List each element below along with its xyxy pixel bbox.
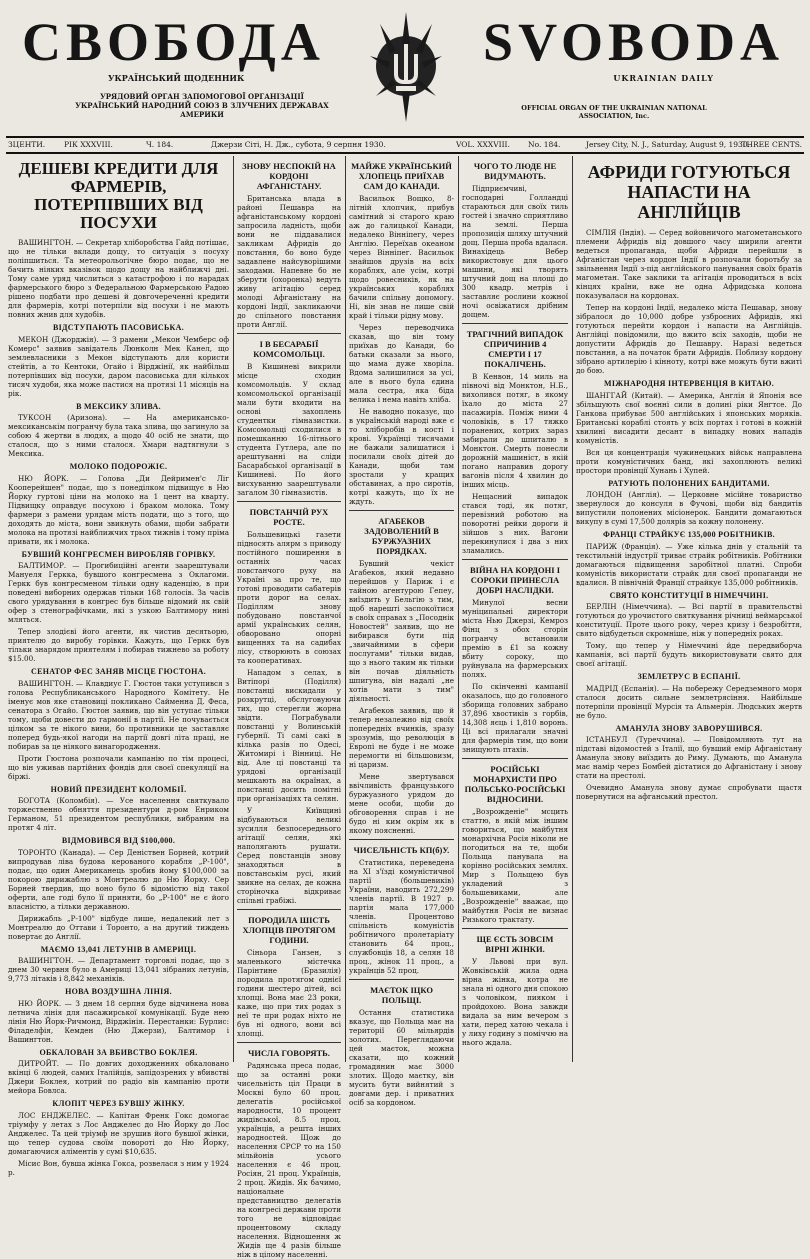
headline-farmer-credits: ДЕШЕВІ КРЕДИТИ ДЛЯ ФАРМЕРІВ, ПОТЕРПІВШИХ ВІД ПОСУХИ	[18, 159, 219, 232]
article-paragraph: Бувший чекіст Агабеков, який недавно перейшов у Париж і є тайною агентурою Гепеу, виїздить у Бельгію з тим, щоб нарешті заспокоїтися в своїх справах з „Посоднік Новостей" заявив, що не вибирався бути під „звичайними в сфери послугами" тільки видав, що з нього таким як тільки він почав діяльність шпигуна, він надалі „не хотів мати з тим" діяльності.	[349, 559, 454, 703]
article-subheading: МІЖНАРОДНЯ ІНТЕРВЕНЦІЯ В КИТАЮ.	[603, 379, 775, 388]
article-heading: І В БЕСАРАБІЇ КОМСОМОЛЬЦІ.	[253, 339, 325, 359]
article-paragraph: ШАНГГАЙ (Китай). — Америка, Англія й Японія все збільшують свої воєнні сили в долині ріки Янгтсе. До Ганкова прибуває 500 англійських і японських моряків. Британські кораблі стоять у всіх портах і готові в кожній хвилині висадити десант в випадку нових нападів комуністів.	[576, 390, 802, 445]
article-paragraph: БОГОТА (Коломбія). — Усе населення святкувало торжественно обняття президентури д-ром Енриком Германом, 51 президентом республики, вибраним на протяг 4 літ.	[8, 796, 229, 832]
masthead	[0, 0, 810, 132]
column-2	[237, 156, 341, 1259]
article-paragraph: Нападом з селах, в Витіпорі (Поділля) повстанці вискидали у розкрутці, обслуговуючи тих, що стерегли жорна звідти. Пограбували повстанці у Волинській губернії. Ті самі сакі в кілька разів по Одесі, Житомирі і Вінниці. Не від. Але ці повстанці та урядові організації мешкають на окраїнах, а повстанці досить помітні при організаціях та селян.	[237, 668, 341, 803]
article-paragraph: Тепер на кордоні Індії, недалеко міста Пешавар, знову зібралося до 10,000 добре узброєних Афридів, які готуються перейти кордон і напасти на Англійців. Англійці повідомили, що вжито всіх заходів, щоби не допустити Афридів до Пешавру. Наразі ведеться повстання, а на початок брати Афридів. Поблизу кордону зібрано артилерію і кінноту, котрі вже можуть бути вжиті до бою.	[576, 303, 802, 375]
volume-english: VOL. XXXVIII.	[456, 140, 510, 149]
article-heading: ТРАГІЧНИЙ ВИПАДОК СПРИЧИНИВ 4 СМЕРТИ І 17 ПОКАЛІЧЕНЬ.	[466, 329, 564, 369]
official-organ-english: OFFICIAL ORGAN OF THE UKRAINIAN NATIONAL ASSOCIATION, Inc.	[521, 104, 707, 120]
article-paragraph: ТОРОНТО (Канада). — Сер Деніствен Борней, котрий випродував ліва будова керованого корабля „Р-100", подає, що один Американець зробив йому $100,000 за покорою дирижаблю з Монтреалю до Ню Йорку. Сер Борней твердив, що воно було б відомістю від такої оферти, але годі було її приняти, бо „Р-100" не є його власністю, а тільки державною.	[8, 847, 229, 911]
article-paragraph: „Возрожденіе" мсцить статтю, в якій між іншим говориться, що майбутня монархічна Росія ніколи не погодиться на те, щоби Польща панувала на корінно російських землях. Мир з Польщею був укладений з большевиками, але „Возрожденіе" вважає, що майбутня Росія не визнає Ризького трактату.	[462, 807, 568, 924]
article-paragraph: ІСТАНБУЛ (Туреччина). — Повідомляють тут на підставі відомостей з Італії, що бувший емір Афганістану Аманула знову виїздить до Риму. Думають, що Аманула має намір через Бомбей дістатися до Афганістану і знову стати на престолі.	[576, 735, 802, 780]
headline-afridis: АФРИДИ ГОТУЮТЬСЯ НАПАСТИ НА АНГЛІЙЦІВ	[587, 162, 791, 222]
article-paragraph: Тепер злодієві його агенти, як чистив десятьорю, приятелю до виробу горівки. Кажуть, що Геркк був тільки знарядом приятелям і побирав тижнево за роботу $15.00.	[8, 627, 229, 663]
article-paragraph: В Кишиневі викрили місце сходин комсомольців. У склад комсомольскої організації мали бути входити на основі захоплень студентки гімназистки. Комсомольці сходилися в помешканню 16-літнього студента Гутлера, але по арештуванні на сліди Басарабської організації в Кишиневі. По його висхуванню заарештували загалом 30 гімназистів.	[237, 362, 341, 497]
article-heading: МАЙЖЕ УКРАЇНСЬКИЙ ХЛОПЕЦЬ ПРИЇХАВ САМ ДО КАНАДИ.	[351, 161, 452, 191]
article-paragraph: У Львові при вул. Жовківській жила одна вірна жінка, котра не знала ні одного дня спокою з чоловіком, пияком і пройдохою. Вона завжди видала за ним вечером з хати, перед хатою чекала і у лиху годину з поміччю на нього ждала.	[462, 957, 569, 1047]
date-ukrainian: Джерзи Сіті, Н. Дж., субота, 9 серпня 1930.	[211, 140, 386, 149]
article-divider	[237, 1042, 341, 1043]
article-heading: ЧИСЕЛЬНІСТЬ КП(б)У.	[353, 845, 450, 855]
article-paragraph: ПАРИЖ (Франція). — Уже кілька днів у стальній та текстильній індустрії триває страйк робітників. Робітники домагаються підвищення заробітної платні. Спроби комуністів використати страйк для своєї пропаганди не вдалися. В північній Франції страйкує 135,000 робітників.	[576, 541, 802, 587]
article-paragraph: По скінченні кампанії оказалось, що до головного зборища головних забрано 37,896 хвостиків з горбів, 14,308 яєць і 1,810 воронь. Ці всі прилагали значні для фармерів тим, що вони знищують птахів.	[462, 682, 568, 754]
article-paragraph: МАДРІД (Еспанія). — На побережу Середземного моря сталося досить сильне землетрясіння. Найбільше потерпіли провінції Мурсія та Альмерія. Людських жертв не було.	[576, 683, 802, 720]
article-heading: ПОВСТАНЧІЙ РУХ РОСТЕ.	[249, 507, 329, 527]
article-divider	[237, 501, 341, 502]
article-heading: ЧИСЛА ГОВОРЯТЬ.	[248, 1048, 330, 1058]
subtitle-ukrainian: УКРАЇНСЬКИЙ ЩОДЕННИК	[108, 73, 245, 83]
article-heading: РОСІЙСЬКІ МОНАРХИСТИ ПРО ПОЛЬСЬКО-РОСІЙСЬКІ ВІДНОСИНИ.	[464, 764, 566, 804]
article-heading: ЗНОВУ НЕСПОКІЙ НА КОРДОНІ АФГАНІСТАНУ.	[242, 161, 336, 191]
article-subheading: В МЕКСИКУ ЗЛИВА.	[76, 401, 161, 411]
article-heading: АГАБЕКОВ ЗАДОВОЛЕНИЙ В БУРЖУАЗНИХ ПОРЯДКАХ.	[364, 516, 439, 556]
article-subheading: ОБКАЛОВАН ЗА ВБИВСТВО БОКЛЕЯ.	[39, 1047, 198, 1057]
article-subheading: НОВИЙ ПРЕЗИДЕНТ КОЛОМБІЇ.	[50, 784, 187, 794]
article-paragraph: НЮ ЙОРК. — Голова „Ди Дейримен'с Ліг Кооперейшен" подає, що з понеділком підвищує в Ню Йорку гуртові ціни на молоко на 1 цент на кварту. Підвищку оправдує посухою і браком молока. Тому фармери з рамени урядам мість подати, що з того, що доходять до міста, вони звикнуть обами, щоби забрати молока на протязі найближчих трьох тижнів і тому пріма привати, як і молока.	[8, 473, 229, 546]
article-paragraph: Мене звертувався ввічливість французького буржуазного урядом до мене особи, щоби до обговорення справ і не будо ні ким окрім як в якому поясненні.	[349, 772, 454, 835]
article-paragraph: Підприємчиві, господарні Голландці стараються для своїх тиль гостей і значно сприятливо на землі. Перша пропозиція шляху штучний дощ. Перша проба вдалася. Винахідець Вебер використовує для цього машини, які творять штучний дощ на площі до 300 квадр. метрів і заставляє рослини кожної ночі освіжатися дрібним дощем.	[462, 184, 568, 319]
article-paragraph: Тому, що тепер у Німеччині йде передвиборча кампанія, всі партії будуть використовувати свято для своєї агітації.	[576, 641, 802, 668]
article-paragraph: Вся ця концентрація чужинецьких військ направлена проти комуністичних банд, які захоплюють великі простори провінції Хунань і Хупей.	[576, 447, 802, 475]
article-divider	[237, 909, 341, 910]
article-paragraph: Статистика, переведена на XI з'їзді комуністичної партії (большевиків) України, наводить 272,299 членів партії. В 1927 р. партія мала 177,000 членів. Процентово спільність комуністів робітничого пролетаріату становить 64 проц., службовців 18, а селян 18 проц., жінок 11 проц., а українців 52 проц.	[349, 858, 454, 975]
article-paragraph: ТУКСОН (Аризона). — На американсько-мексиканськім погранчу була така злива, що загинуло за собою 4 жертви в людях, а щодо 40 осіб не знати, що сталося, що з ними сталося. Хмари надтягнули з Мексика.	[8, 413, 229, 458]
column-rule	[233, 156, 234, 1062]
article-divider	[462, 559, 568, 560]
article-paragraph: ВАШИНГТОН. — Клавдиус Г. Гюстон таки уступився з голова Республиканського Народного Комітету. Не іменує мов яке становиці покликано Сайменна Д. Феса, сенатора з Огайо. Гюстон заявив, що він уступає тільки тому, щоби довести до гармонії в партії. Не почувається цілком за те нікого вини, бо противники це заставляє поперед будь-якої нагоди на партії довгі літа праці, не побирав за це ніякого винагородження.	[8, 678, 229, 751]
article-paragraph: Дирижабль „Р-100" відбуде лише, недалекий лет з Монтреалю до Оттави і Торонто, а на другий тиждень повертає до Англії.	[8, 913, 229, 941]
article-paragraph: ДИТРОЙТ. — По довгих доходженнях обкаловано вкінці 6 людей, самих Італійців, запідозрених у вбивстві Джери Боклея, котрий по радіо вів кампанію проти мейора Бовлса.	[8, 1059, 229, 1095]
price-english: THREE CENTS.	[741, 140, 802, 149]
article-heading: ВІЙНА НА КОРДОНІ І СОРОКИ ПРИНЕСЛА ДОБРІ НАСЛІДКИ.	[470, 565, 560, 595]
date-english: Jersey City, N. J., Saturday, August 9, 1930.	[586, 140, 750, 149]
article-paragraph: Місис Вон, бувша жінка Гокса, розвелася з ним у 1924 р.	[8, 1158, 229, 1177]
article-paragraph: У Київщині відбуваються великі зусилля безпосереднього агітації селян, які наполягають рушати. Серед повстанців знову знаходяться в повстанськім русі, який звикне на селах, де кожна сторіночка відкриває спільні грабіжі.	[237, 806, 341, 905]
article-paragraph: Остання статистика вказує, що Польща має на території 60 мільярдів золотих. Переглядаючи цей маєток, можна сказати, що кожний громадянин має 3000 злотих. Щодо маєтку, він мусить бути вийнятий з довгами дер. і приватних осіб за кордоном.	[349, 1008, 454, 1107]
article-subheading: МОЛОКО ПОДОРОЖІЄ.	[69, 462, 168, 471]
article-divider	[462, 758, 568, 759]
masthead-title-ukrainian: СВОБОДА	[22, 12, 325, 72]
article-paragraph: Радянська преса подає, що за останні роки чисельність ціл Праци в Москві було 60 проц. делегатів російської народности, 10 процент жидівської, 8.5 проц. українців, а решта інших народностей. Щож до населення СРСР то на 150 мільйонів усього населення є 46 проц. Росіян, 21 проц. Українців, 2 проц. Жидів. Як бачимо, національне представництво делегатів на конгресі держави проти того не відповідає процентовому складу населення. Відношення ж Жидів ще 4 разів більше ніж в цілому населенні.	[237, 1061, 341, 1259]
article-heading: МАЄТОК ІЦКО ПОЛЬЩІ.	[370, 985, 433, 1005]
price-ukrainian: ЗЦЕНТИ.	[8, 140, 46, 149]
article-paragraph: Не наводно показує, що в українській народі вже є то хліборобів в кості і крові. Українці тисячами не бажали залишатися і посилали своїх дітей до Канади, щоби там зростали у кращих обставинах, а про сиротів, котрі кажуть, що їх не ждуть.	[349, 407, 454, 506]
article-paragraph: ЛОС ЕНДЖЕЛЕС. — Капітан Френк Гокс домогає тріумфу у летах з Лос Анджелес до Ню Йорку до Лос Анджелес. Та цей тріумф не зрушив його бувшої жінки, що тепер судова своїм повороті до Ню Йорку, домагаючися аліментів у сумі $10,635.	[8, 1110, 229, 1156]
column-3	[349, 156, 454, 1107]
column-5	[576, 156, 802, 1062]
article-paragraph: СІМЛІЯ (Індія). — Серед войовничого магометанського племени Афридів від довшого часу ширили агенти ведеться пропаганда, щоби Африди перейшли в Афганістан через кордон Індії в розпочали боротьбу за звільнення Індії з-під англійського панування своїх братів магометан. Таке заклики та агітація проводиться в всіх кінцях країни, вже не одна Афридська колона показувалася на кордонах.	[576, 228, 802, 300]
masthead-title-latin: SVOBODA	[483, 12, 784, 72]
article-paragraph: Минулої весни муніципальні директори міста Нью Джерзі, Кемроз Фінц з обох сторін погранчу встановили премію в £1 за кожну вбиту сороку, що руйнувала на фармерських полях.	[462, 598, 568, 679]
article-paragraph: В Кенвон, 14 миль на півночі від Монктон, Н.Б., вихолився потяг, в якому їхало до міста 27 пасажирів. Поміж ними 4 чоловіків, в 17 тяжко поранених, котрих зараз забирали до шпиталю в Монктон. Смерть понесли дорожній машиніст, в якій погано направив дорогу вагонів після 4 хвилин до інших місць.	[462, 372, 568, 489]
year-ukrainian: РІК XXXVIII.	[64, 140, 113, 149]
article-divider	[349, 510, 454, 511]
article-paragraph: МЕКОН (Джорджія). — З рамени „Мекон Чемберс оф Комерс" заявив завідатель Люнколн Мек Канел, що землевласники з Мекон відступають для користи стейтів, а то Кентоки, Огайо і Вірджінії, як найбільш потерпівших від посухи, даром пасовиська для кількох тисяч худоби, яка може пастися на протязі 11 місяців на рік.	[8, 334, 229, 398]
column-rule	[345, 156, 346, 1062]
article-paragraph: Сіньора Ганзен, з маленького містечка Парінтине (Бразилія) породила протягом однієї години шестеро дітей, всі хлопці. Вона має 23 роки, каже, що при тих родах з неї те при родах ніхто не був ні одного, вони всі хлопці.	[237, 948, 341, 1038]
article-paragraph: Проти Гюстона розпочали кампанію по тім процесі, що він уживав партійних фондів для своєї спекуляції на біржі.	[8, 753, 229, 781]
official-organ-ukrainian: УРЯДОВИЙ ОРГАН ЗАПОМОГОВОЇ ОРГАНІЗАЦІЇ УКРАЇНСЬКИЙ НАРОДНИЙ СОЮЗ В ЗЛУЧЕНИХ ДЕРЖАВАХ АМЕРИКИ	[75, 92, 329, 119]
article-heading: ЩЕ ЄСТЬ ЗОВСІМ ВІРНІ ЖІНКИ.	[476, 934, 554, 954]
article-paragraph: ВАШИНГТОН. — Секретар хліборобства Гайд потішає, що не тільки вклади дощу, то ситуація з посуху поліпшиться. Та метеорольогічне бюро подає, що не бачить ніяких вказівок щодо дощу на найближчі дні. Тому саме уряд числиться з катастрофою і по нарадах фармерського бюро з Федеральною Фармерською Радою рішено подбати про дешеві й довгочереченні кредити для фармерів, котрі потерпіли від посухи і не мають повних жнив для худобів.	[8, 238, 229, 319]
article-subheading: БУВШИЙ КОНГРЕСМЕН ВИРОБЛЯВ ГОРІВКУ.	[21, 549, 216, 559]
article-paragraph: Нещасний випадок стався тоді, як потяг, перевізний роботою на поворотні рейки дороги й зійшов з них. Вагони перекинулися і два з них зламались.	[462, 492, 568, 555]
column-rule	[458, 156, 459, 1062]
article-divider	[237, 333, 341, 334]
article-divider	[462, 928, 568, 929]
article-paragraph: Агабеков заявив, що й тепер незалежно від своїх попередніх вчинків, зразу зрозумів, що революція в Европі не буде і не може перемогти ні більшовизм, ні царизм.	[349, 706, 454, 769]
article-paragraph: БАЛТИМОР. — Прогибиційні агенти заарештували Мануеля Геркка, бувшого конгресмена з Оклагоми. Геркк був конгресменом тільки одну каденцію, в при поведені виборних одержав тільки 168 голосів. За часів свого урядування в конгрес був більше відомий як свій офер з стенографічками, які з узкою Балтимору нині мляться.	[8, 561, 229, 624]
article-subheading: НОВА ВОЗДУШНА ЛІНІЯ.	[65, 987, 172, 996]
article-paragraph: ВАШИНГТОН. — Департамент торговлі подає, що з днем 30 червня було в Америці 13,041 зібраних летунів, 9,773 літаків і 8,842 механіків.	[8, 956, 229, 983]
article-subheading: ФРАНЦІ СТРАЙКУЄ 135,000 РОБІТНИКІВ.	[603, 530, 775, 539]
column-4	[462, 156, 568, 1062]
article-subheading: ВІДМОВИВСЯ ВІД $100,000.	[61, 836, 176, 845]
article-paragraph: Через переводчика сказав, що він тому приїхав до Канади, бо батьки сказали за нього, що мама дуже хворіла. Вдома залишилися за усі, але в нього була єдина мала сестра, яка біда велика і нема навіть хліба.	[349, 323, 454, 404]
article-paragraph: ЛОНДОН (Англія). — Церковне місійне товариство звернулося до консуля в Фучові, щоби від бандитів випустили полонених місіонерок. Бандити домагаються викупу в сумі 17,500 долярів за кожну полонену.	[576, 490, 802, 526]
issue-number-ukrainian: Ч. 184.	[146, 140, 174, 149]
article-subheading: СЕНАТОР ФЕС ЗАНЯВ МІСЦЕ ГЮСТОНА.	[31, 667, 206, 676]
article-paragraph: Большевицькі газети підносять алярм з приводу постійного поширення в останніх часах повстанчого руху на Україні за про те, що готові проводити сабатерів проти дорог на селах. Поділлям знову побудовано повстанчої армії українських селян, обворовано опорні вищеннях та на садибах лісу, створюють в союзах та кооперативах.	[237, 530, 341, 665]
article-subheading: РАТУЮТЬ ПОЛОНЕНИХ БАНДИТАМИ.	[608, 478, 770, 488]
article-paragraph: Британська влада в районі Пешавра на афганістанському кордоні запросила ладність, щоби вони не піддавалися закликам Афридів до повстання, бо воно буде задавлене найсуворішими заходами. Напевне бо не зберути (охоронка) ведуть живу агітацію серед молоді Афганістану на кордоні Індії, закликаючи до спільного повстання проти Англії.	[237, 194, 341, 329]
column-rule	[572, 156, 573, 1062]
article-subheading: ЗЕМЛЕТРУС В ЕСПАНІЇ.	[637, 672, 741, 681]
article-paragraph: НЮ ЙОРК. — З днем 18 серпня буде відчинена нова летнича лінія для пасажирської комунікації. Буде нею лінія Ню Йорк-Ричмонд, Вірджінія. Перестанки: Бурлис: Філаделфія, Кемден (Ню Джерзи), Балтимор і Вашингтон.	[8, 998, 229, 1044]
article-divider	[349, 979, 454, 980]
subtitle-english: UKRAINIAN DAILY	[613, 73, 714, 83]
article-subheading: ВІДСТУПАЮТЬ ПАСОВИСЬКА.	[52, 323, 185, 332]
article-paragraph: БЕРЛІН (Німеччина). — Всі партії в правительстві готуються до урочистого святкування річниці веймарської конституції. Проте цього року, через кризу і безробіття, свято відбудеться скромніше, ніж у попередніх роках.	[576, 602, 802, 638]
article-paragraph: Васильок Вощко, 8-літній хлопчик, прибув самітний зі старого краю аж до галицької Канади, недалеко Вінніпегу, через Англію. Переїхав океаном через Вінніпег. Васильок знайшов друзів на всіх кораблях, але усім, котрі щодо ровесників, як на українських кораблях бачили спільну допомогу. Ні, він знав не лише свій край і тільки рідну мову.	[349, 194, 454, 320]
article-heading: ЧОГО ТО ЛЮДЕ НЕ ВИДУМАЮТЬ.	[473, 161, 557, 181]
article-subheading: СВЯТО КОНСТИТУЦІЇ В НІМЕЧЧИНІ.	[609, 590, 769, 600]
article-divider	[349, 839, 454, 840]
trident-emblem-icon	[360, 4, 452, 128]
article-divider	[462, 323, 568, 324]
issue-number-english: No. 184.	[528, 140, 561, 149]
article-heading: ПОРОДИЛА ШІСТЬ ХЛОПЦІВ ПРОТЯГОМ ГОДИНИ.	[242, 915, 336, 945]
column-1	[8, 156, 229, 1177]
article-subheading: КЛОПІТ ЧЕРЕЗ БУВШУ ЖІНКУ.	[52, 1099, 185, 1108]
dateline-bar	[6, 136, 804, 154]
article-subheading: АМАНУЛА ЗНОВУ ЗАВОРУШИВСЯ.	[615, 723, 763, 733]
article-paragraph: Очевидно Аманула знову думає спробувати щастя повернутися на афганський престол.	[576, 783, 802, 801]
article-subheading: МАЄМО 13,041 ЛЕТУНІВ В АМЕРИЦІ.	[40, 944, 197, 954]
